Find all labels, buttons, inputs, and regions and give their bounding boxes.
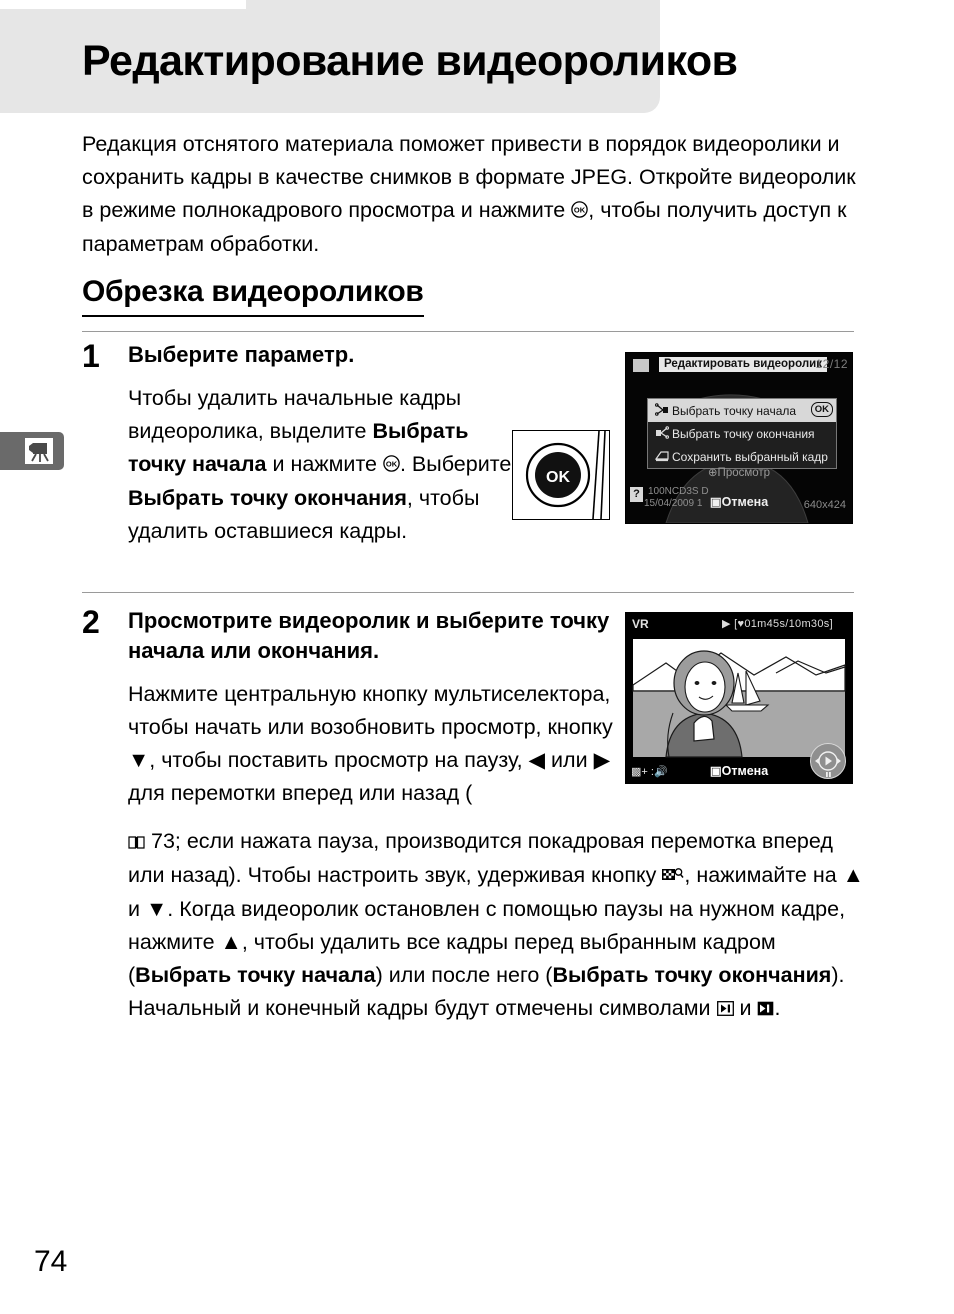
- arrow-left-icon: ◀: [528, 748, 546, 772]
- menu-ok-badge: OK: [811, 402, 833, 417]
- step-2-text-narrow: [128, 678, 618, 810]
- svg-text:OK: OK: [385, 459, 398, 469]
- speaker-icon: 🔊: [653, 766, 668, 778]
- step-1-title: Выберите параметр.: [128, 342, 355, 367]
- lcd-menu-panel: [647, 398, 837, 469]
- lcd-meta-line1: 100NCD3S D: [648, 486, 709, 497]
- ok-button-icon: [383, 449, 400, 482]
- playback-button-icon: ▣: [709, 495, 722, 509]
- playback-mode-label: VR: [632, 617, 649, 631]
- intro-text-before: Редакция отснятого материала поможет привести в порядок видеоролики и сохранить кадры в качестве снимков в формате JPEG. Откройте видеоролик в режиме полнокадрового просмотра и нажмите: [82, 132, 856, 222]
- thumbnail-button-icon: ▩: [631, 766, 642, 778]
- section-heading: Обрезка видеороликов: [82, 275, 424, 317]
- step-2-text-part1: Нажмите центральную кнопку мультиселектора, чтобы начать или возобновить просмотр, кнопку: [128, 682, 613, 739]
- step-1-text-part3: . Выберите: [399, 452, 512, 476]
- speaker-small-icon: ♥: [737, 618, 745, 630]
- margin-tab-movie: [0, 432, 64, 470]
- playback-top-bar: [626, 613, 852, 639]
- scissors-end-icon: [652, 426, 672, 442]
- step-2-text-part11: ). Начальный и конечный кадры будут отмечены символами: [128, 963, 845, 1020]
- step-2-body: [128, 606, 618, 810]
- zoom-thumbnail-button-icon: [662, 860, 684, 893]
- menu-item-label: Сохранить выбранный кадр: [672, 449, 828, 464]
- step-1-bold-start-point: Выбрать точку начала: [128, 419, 469, 476]
- lcd-menu-title-bar: [626, 353, 852, 379]
- start-point-marker-icon: [717, 993, 734, 1026]
- step-2-text-part13: .: [774, 996, 781, 1020]
- lcd-resolution-label: 640x424: [803, 499, 846, 511]
- menu-item-label: Выбрать точку окончания: [672, 426, 815, 441]
- step-1-number: 1: [82, 338, 100, 374]
- lcd-frame-counter: 12/12: [815, 357, 848, 371]
- arrow-right-icon: ▶: [593, 748, 611, 772]
- svg-text:OK: OK: [546, 469, 570, 486]
- preview-dot-icon: ⊕: [707, 467, 718, 479]
- step-1-body: [128, 340, 528, 548]
- step-2-text-part10: ) или после него (: [375, 963, 553, 987]
- scissors-start-icon: [652, 403, 672, 419]
- cancel-hint-label: Отмена: [721, 764, 769, 778]
- step-2-text-part2: , чтобы поставить просмотр на паузу,: [149, 748, 529, 772]
- step-2-text-part9: , чтобы удалить все кадры перед выбранным кадром (: [128, 930, 776, 987]
- end-point-marker-icon: [757, 993, 774, 1026]
- step-2-text-part5: ; если нажата пауза, производится покадровая перемотка вперед или назад). Чтобы настроить звук, удерживая кнопку: [128, 829, 833, 887]
- playback-dial-indicator: [810, 743, 846, 779]
- volume-hint-label: + :: [641, 766, 654, 778]
- step-2-bold-end-point: Выбрать точку окончания: [552, 963, 832, 987]
- step-2-text-part3: или: [545, 748, 594, 772]
- step-1-text: [128, 382, 528, 548]
- step-2-title: Просмотрите видеоролик и выберите точку начала или окончания.: [128, 608, 610, 663]
- header-notch: [0, 0, 246, 9]
- playback-button-icon: ▣: [709, 764, 722, 778]
- step-2-text-part7: и: [128, 897, 146, 921]
- preview-hint-label: Просмотр: [717, 467, 771, 479]
- divider-rule-between-steps: [82, 592, 854, 593]
- step-1-text-part4: , чтобы удалить оставшиеся кадры.: [128, 486, 480, 543]
- ok-button-illustration: [512, 430, 610, 520]
- arrow-down-icon: ▼: [145, 897, 168, 921]
- camera-lcd-edit-movie-menu: [625, 352, 853, 524]
- ok-button-icon: [571, 195, 588, 228]
- step-2-text-part8: . Когда видеоролик остановлен с помощью паузы на нужном кадре, нажмите: [128, 897, 846, 954]
- divider-rule-top: [82, 331, 854, 332]
- book-reference-icon: [128, 826, 145, 859]
- movie-icon: [633, 359, 649, 372]
- page-reference-number: 73: [150, 829, 175, 853]
- step-1-text-part1: Чтобы удалить начальные кадры видеоролика, выделите: [128, 386, 462, 443]
- playback-timecode: ▶ [♥01m45s/10m30s]: [722, 618, 833, 630]
- menu-item-select-end-point[interactable]: [648, 422, 836, 445]
- lcd-meta-line2: 15/04/2009 1: [644, 498, 703, 509]
- movie-camera-icon: [24, 437, 54, 465]
- intro-text-after: , чтобы получить доступ к параметрам обработки.: [82, 198, 847, 256]
- step-2-text-wide: [128, 825, 868, 1026]
- play-triangle-icon: ▶: [722, 618, 731, 630]
- camera-lcd-movie-playback: [625, 612, 853, 784]
- lcd-preview-hint: [626, 465, 852, 479]
- lcd-menu-title: Редактировать видеоролик: [659, 357, 827, 372]
- lcd-help-badge: ?: [630, 487, 643, 502]
- cancel-hint-label: Отмена: [721, 495, 769, 509]
- step-2-text-part4: для перемотки вперед или назад (: [128, 781, 473, 805]
- page-title: Редактирование видеороликов: [82, 37, 738, 85]
- step-2-bold-start-point: Выбрать точку начала: [135, 963, 376, 987]
- arrow-up-icon: ▲: [220, 930, 242, 954]
- step-2-number: 2: [82, 604, 100, 640]
- menu-item-select-start-point[interactable]: [648, 399, 836, 422]
- svg-text:OK: OK: [574, 205, 586, 215]
- arrow-up-icon: ▲: [842, 863, 864, 887]
- timecode-value: 01m45s/10m30s: [744, 618, 830, 630]
- step-2-text-part12: и: [733, 996, 758, 1020]
- page-number: 74: [34, 1245, 68, 1278]
- step-2-text-part6: , нажимайте на: [684, 863, 843, 887]
- step-1-bold-end-point: Выбрать точку окончания: [128, 486, 407, 510]
- intro-paragraph: [82, 128, 872, 261]
- menu-item-label: Выбрать точку начала: [672, 403, 797, 418]
- arrow-down-icon: ▼: [128, 748, 150, 772]
- save-frame-icon: [652, 449, 672, 465]
- step-1-text-part2: и нажмите: [266, 452, 383, 476]
